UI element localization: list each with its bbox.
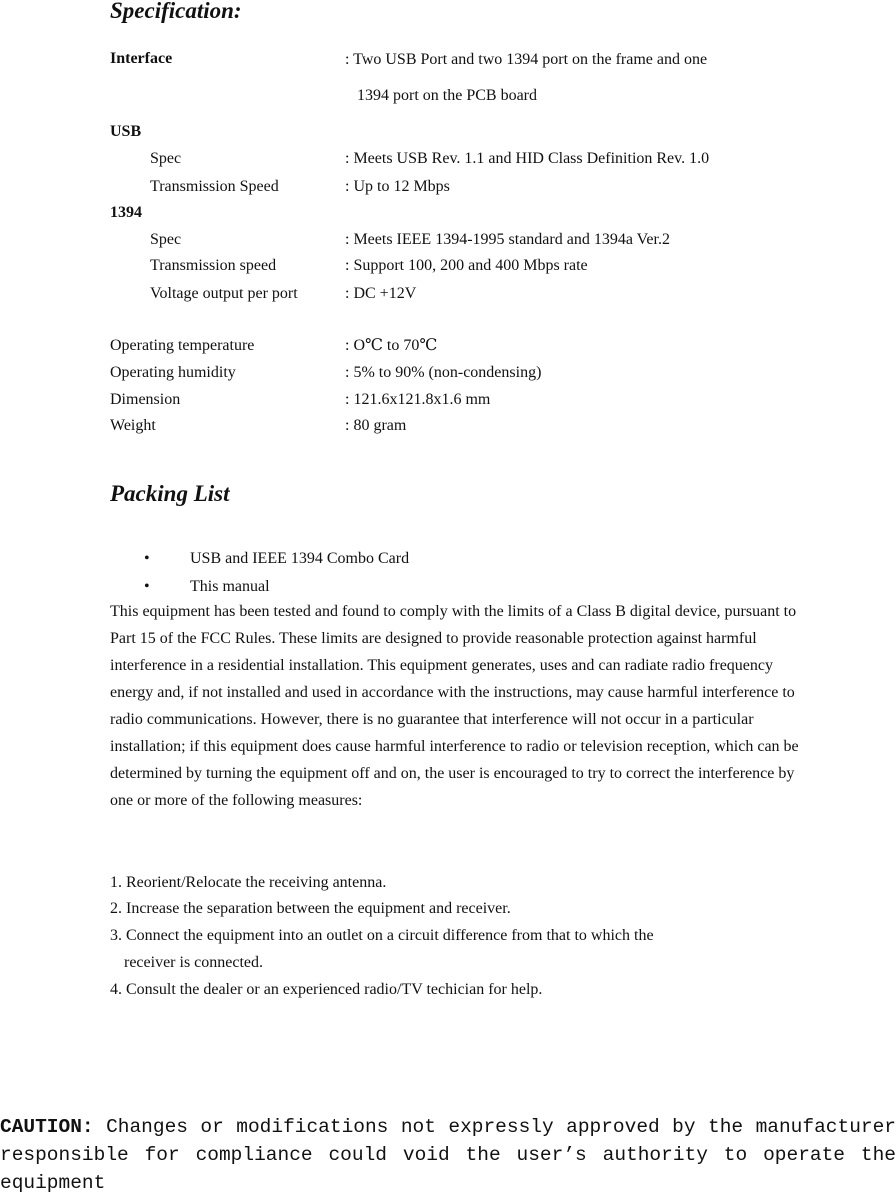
ieee1394-heading: 1394: [110, 204, 142, 221]
fcc-measure-3: 3. Connect the equipment into an outlet on a circuit difference from that to which the: [110, 927, 654, 944]
ieee1394-speed-label: Transmission speed: [150, 257, 277, 274]
usb-speed-label: Transmission Speed: [150, 178, 279, 195]
interface-value: : Two USB Port and two 1394 port on the frame and one: [345, 51, 708, 68]
usb-heading: USB: [110, 123, 142, 140]
fcc-measure-4: 4. Consult the dealer or an experienced radio/TV techician for help.: [110, 981, 543, 998]
interface-value-cont: 1394 port on the PCB board: [357, 87, 537, 104]
caution-text: Changes or modifications not expressly approved by the manufacturer responsible for compliance could void the user’s authority to operate the equipment: [0, 1116, 896, 1194]
dimension-value: : 121.6x121.8x1.6 mm: [345, 391, 491, 408]
dimension-label: Dimension: [110, 391, 181, 408]
packing-item-manual: This manual: [190, 578, 270, 595]
weight-value: : 80 gram: [345, 417, 407, 434]
fcc-measure-1: 1. Reorient/Relocate the receiving antenna.: [110, 874, 387, 891]
weight-label: Weight: [110, 417, 156, 434]
bullet-dot: •: [144, 550, 150, 567]
caution-label: CAUTION:: [0, 1116, 94, 1138]
operating-humidity-value: : 5% to 90% (non-condensing): [345, 364, 542, 381]
specification-title: Specification:: [110, 0, 242, 23]
fcc-measure-2: 2. Increase the separation between the equipment and receiver.: [110, 900, 511, 917]
fcc-measure-3-cont: receiver is connected.: [124, 954, 264, 971]
ieee1394-voltage-label: Voltage output per port: [150, 285, 298, 302]
usb-spec-value: : Meets USB Rev. 1.1 and HID Class Definition Rev. 1.0: [345, 150, 710, 167]
ieee1394-speed-value: : Support 100, 200 and 400 Mbps rate: [345, 257, 588, 274]
ieee1394-spec-label: Spec: [150, 231, 182, 248]
ieee1394-voltage-value: : DC +12V: [345, 285, 417, 302]
usb-spec-label: Spec: [150, 150, 182, 167]
interface-label: Interface: [110, 50, 173, 67]
packing-list-title: Packing List: [110, 481, 230, 506]
caution-notice: [0, 1113, 896, 1197]
ieee1394-spec-value: : Meets IEEE 1394-1995 standard and 1394a Ver.2: [345, 231, 670, 248]
operating-temperature-label: Operating temperature: [110, 337, 255, 354]
bullet-dot: •: [144, 578, 150, 595]
operating-temperature-value: : O℃ to 70℃: [345, 337, 438, 354]
usb-speed-value: : Up to 12 Mbps: [345, 178, 450, 195]
packing-item-card: USB and IEEE 1394 Combo Card: [190, 550, 410, 567]
operating-humidity-label: Operating humidity: [110, 364, 236, 381]
fcc-statement: This equipment has been tested and found to comply with the limits of a Class B digital device, pursuant to Part 15 of the FCC Rules. These limits are designed to provide reasonable protection against harmful interference in a residential installation. This equipment generates, uses and can radiate radio frequency energy and, if not installed and used in accordance with the instructions, may cause harmful interference to radio communications. However, there is no guarantee that interference will not occur in a particular installation; if this equipment does cause harmful interference to radio or television reception, which can be determined by turning the equipment off and on, the user is encouraged to try to correct the interference by one or more of the following measures:: [110, 603, 799, 809]
